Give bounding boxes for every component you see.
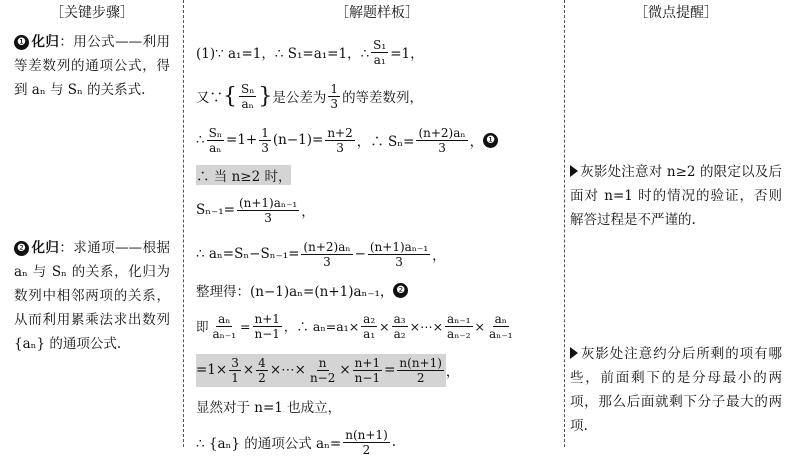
marker-badge: ❷ (393, 283, 408, 298)
step-text: ：用公式——利用等差数列的通项公式，得到 aₙ 与 Sₙ 的关系式. (14, 34, 171, 98)
fraction: $\frac{4}{2}$ (258, 355, 266, 385)
solution-line-9: =1× $\frac{3}{1}$ × $\frac{4}{2}$ ×⋯× $\frac{n}{n-2}$ × $\frac{n+1}{n-1}$ = $\frac{n(n+1)}{2}$ ， (196, 355, 460, 385)
fraction: $\frac{\text{S₁}}{\text{a₁}}$ (373, 37, 387, 67)
solution-line-3: ∴ $\frac{\text{Sₙ}}{\text{aₙ}}$ =1+ $\frac{1}{3}$ (n−1)= $\frac{n+2}{3}$ ，∴ Sₙ= $\frac{\text{(n+2)aₙ}}{3}$ ， ❶ (196, 118, 558, 162)
solution-line-10: 显然对于 n=1 也成立， (196, 400, 342, 416)
solution-line-2: 又∵ { $\frac{\text{Sₙ}}{\text{aₙ}}$ } 是公差为 $\frac{1}{3}$ 的等差数列， (196, 81, 424, 111)
fraction: $\frac{\text{(n+1)aₙ₋₁}}{3}$ (369, 239, 429, 269)
highlighted-condition: ∴ 当 n≥2 时， (196, 165, 291, 185)
step-1 (14, 30, 170, 102)
column-divider-1 (183, 0, 184, 447)
tips-header: ［ 微点提醒 ］ (570, 0, 782, 26)
fraction: $\frac{\text{a₂}}{\text{a₁}}$ (363, 311, 376, 341)
solution-line-7: 整理得：(n−1)aₙ=(n+1)aₙ₋₁， ❷ (196, 276, 558, 304)
column-divider-2 (564, 0, 565, 447)
fraction: $\frac{\text{aₙ}}{\text{aₙ₋₁}}$ (212, 311, 237, 341)
fraction: $\frac{3}{1}$ (231, 355, 239, 385)
steps-header: ［ 关键步骤 ］ (14, 0, 170, 26)
fraction: $\frac{n+1}{n-1}$ (354, 355, 381, 385)
fraction: $\frac{\text{a₃}}{\text{a₂}}$ (393, 311, 406, 341)
tips-column (566, 0, 794, 447)
solution-line-11: ∴ {aₙ} 的通项公式 aₙ= $\frac{n(n+1)}{2}$ . (196, 427, 397, 457)
fraction: $\frac{\text{aₙ}}{\text{aₙ₋₁}}$ (489, 311, 513, 341)
step-keyword: 化归 (31, 240, 60, 256)
pointer-triangle-icon (570, 165, 578, 177)
solution-header: ［ 解题样板 ］ (196, 0, 558, 26)
tip-2: 灰影处注意约分后所剩的项有哪些，前面剩下的是分母最小的两项，那么后面就剩下分子最大的两项. (570, 346, 782, 434)
highlighted-product: =1× $\frac{3}{1}$ × $\frac{4}{2}$ ×⋯× $\frac{n}{n-2}$ × $\frac{n+1}{n-1}$ = $\frac{n(n+1)}{2}$ (196, 354, 446, 387)
solution-line-6: ∴ aₙ=Sₙ−Sₙ₋₁= $\frac{\text{(n+2)aₙ}}{3}$ − $\frac{\text{(n+1)aₙ₋₁}}{3}$ ， (196, 239, 446, 269)
fraction: $\frac{n+1}{n-1}$ (254, 311, 280, 341)
step-2 (14, 236, 170, 356)
tip-1: 灰影处注意对 n≥2 的限定以及后面对 n=1 时的情况的验证，否则解答过程是不严谨的. (570, 164, 782, 228)
fraction: $\frac{1}{3}$ (261, 125, 269, 155)
fraction: $\frac{n+2}{3}$ (327, 125, 353, 155)
fraction: $\frac{\text{(n+2)aₙ}}{3}$ (418, 125, 466, 155)
fraction: $\frac{\text{Sₙ}}{\text{aₙ}}$ (208, 125, 223, 155)
fraction: $\frac{n(n+1)}{2}$ (399, 355, 442, 385)
fraction: $\frac{\text{Sₙ}}{\text{aₙ}}$ (241, 81, 255, 111)
fraction: $\frac{n(n+1)}{2}$ (345, 427, 388, 457)
fraction: $\frac{\text{(n+2)aₙ}}{3}$ (303, 239, 351, 269)
fraction: $\frac{1}{3}$ (330, 81, 339, 111)
solution-line-8: 即 $\frac{\text{aₙ}}{\text{aₙ₋₁}}$ = $\frac{n+1}{n-1}$ ，∴ aₙ=a₁× $\frac{\text{a₂}}{\text{a₁}}$ × $\frac{\text{a₃}}{\text{a₂}}$ ×⋯× $\frac{\text{aₙ₋₁}}{\text{aₙ₋₂}}$ × $\frac{\text{aₙ}}{\text{aₙ₋₁}}$ (196, 311, 513, 341)
steps-column (0, 0, 180, 447)
step-badge: ❶ (14, 35, 29, 50)
solution-column (186, 0, 562, 457)
fraction: $\frac{n}{n-2}$ (309, 355, 336, 385)
pointer-triangle-icon (570, 347, 578, 359)
marker-badge: ❶ (483, 133, 498, 148)
step-badge: ❷ (14, 241, 29, 256)
step-keyword: 化归 (31, 34, 60, 50)
fraction: $\frac{\text{(n+1)aₙ₋₁}}{3}$ (238, 195, 298, 225)
solution-line-1: (1)∵ a₁=1，∴ S₁=a₁=1，∴ $\frac{\text{S₁}}{\text{a₁}}$ =1， (196, 37, 424, 67)
step-text: ：求通项——根据 aₙ 与 Sₙ 的关系，化归为数列中相邻两项的关系，从而利用累乘法求出数列 {aₙ} 的通项公式. (14, 240, 171, 352)
solution-line-5: Sₙ₋₁= $\frac{\text{(n+1)aₙ₋₁}}{3}$ ， (196, 195, 315, 225)
fraction: $\frac{\text{aₙ₋₁}}{\text{aₙ₋₂}}$ (447, 311, 471, 341)
solution-line-4 (196, 162, 558, 188)
